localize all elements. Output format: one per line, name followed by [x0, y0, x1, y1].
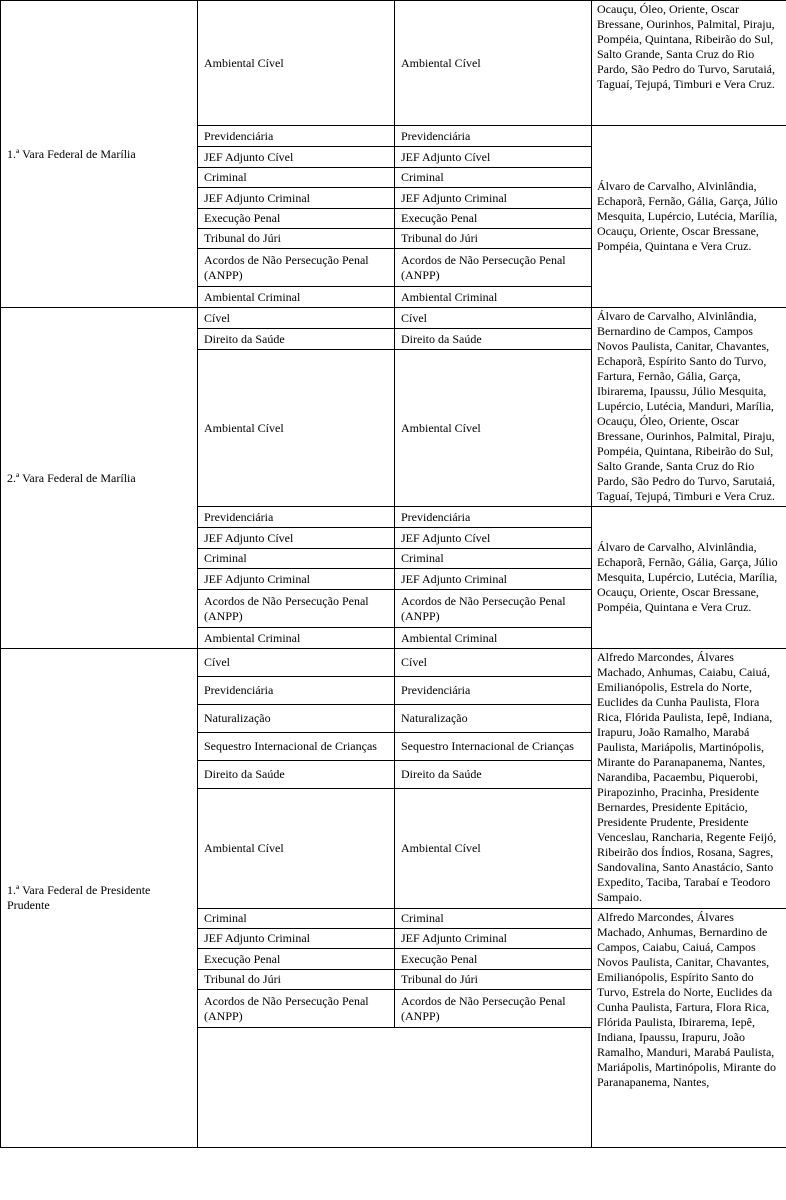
municipios-cell: Ocauçu, Óleo, Oriente, Oscar Bressane, Ourinhos, Palmital, Piraju, Pompéia, Quintana, Ribeirão do Sul, Salto Grande, Santa Cruz do Rio Pardo, São Pedro do Turvo, Sarutaiá, Taguaí, Tejupá, Timburi e Vera Cruz.: [592, 1, 786, 126]
competence-cell: Acordos de Não Persecução Penal (ANPP): [198, 990, 395, 1028]
competence-scope-cell: Tribunal do Júri: [395, 229, 592, 249]
table-row: [1, 1, 786, 126]
competence-scope-cell: Ambiental Cível: [395, 789, 592, 909]
vara-name-cell: 1.ª Vara Federal de Marília: [1, 1, 198, 308]
competence-scope-cell: Acordos de Não Persecução Penal (ANPP): [395, 590, 592, 628]
competence-cell: Cível: [198, 308, 395, 329]
competence-cell: Acordos de Não Persecução Penal (ANPP): [198, 590, 395, 628]
competence-scope-cell: Criminal: [395, 168, 592, 188]
competence-scope-cell: Cível: [395, 649, 592, 677]
competence-scope-cell: Direito da Saúde: [395, 329, 592, 350]
competence-cell: Tribunal do Júri: [198, 970, 395, 990]
competence-scope-cell: JEF Adjunto Criminal: [395, 929, 592, 949]
competence-scope-cell: Tribunal do Júri: [395, 970, 592, 990]
municipios-cell: Álvaro de Carvalho, Alvinlândia, Echaporã, Fernão, Gália, Garça, Júlio Mesquita, Lupércio, Lutécia, Marília, Ocauçu, Oriente, Oscar Bressane, Pompéia, Quintana e Vera Cruz.: [592, 507, 786, 649]
competence-scope-cell: Previdenciária: [395, 677, 592, 705]
competence-cell: Ambiental Cível: [198, 1, 395, 126]
table-row: [1, 308, 786, 329]
competence-cell: Previdenciária: [198, 507, 395, 528]
competence-cell: Direito da Saúde: [198, 329, 395, 350]
vara-name-cell: 1.ª Vara Federal de Presidente Prudente: [1, 649, 198, 1148]
competence-cell: Sequestro Internacional de Crianças: [198, 733, 395, 761]
competence-scope-cell: Previdenciária: [395, 126, 592, 147]
competence-cell: Previdenciária: [198, 126, 395, 147]
competence-cell: Execução Penal: [198, 209, 395, 229]
competence-cell: Criminal: [198, 168, 395, 188]
competence-scope-cell: Naturalização: [395, 705, 592, 733]
competence-scope-cell: Criminal: [395, 909, 592, 929]
competence-cell: JEF Adjunto Criminal: [198, 569, 395, 590]
municipios-cell: Alfredo Marcondes, Álvares Machado, Anhumas, Caiabu, Caiuá, Emilianópolis, Estrela do Norte, Euclides da Cunha Paulista, Flora Rica, Flórida Paulista, Iepê, Indiana, Irapuru, João Ramalho, Marabá Paulista, Mariápolis, Martinópolis, Mirante do Paranapanema, Nantes, Narandiba, Pacaembu, Piquerobi, Pirapozinho, Pracinha, Presidente Bernardes, Presidente Epitácio, Presidente Prudente, Presidente Venceslau, Rancharia, Regente Feijó, Ribeirão dos Índios, Rosana, Sagres, Sandovalina, Santo Anastácio, Santo Expedito, Taciba, Tarabaí e Teodoro Sampaio.: [592, 649, 786, 909]
competence-scope-cell: Ambiental Criminal: [395, 628, 592, 649]
competence-cell: Acordos de Não Persecução Penal (ANPP): [198, 249, 395, 287]
competence-scope-cell: Execução Penal: [395, 949, 592, 970]
competence-cell: Ambiental Cível: [198, 350, 395, 507]
competence-scope-cell: Acordos de Não Persecução Penal (ANPP): [395, 990, 592, 1028]
competence-cell: Cível: [198, 649, 395, 677]
competence-scope-cell: Cível: [395, 308, 592, 329]
municipios-cell: Álvaro de Carvalho, Alvinlândia, Echaporã, Fernão, Gália, Garça, Júlio Mesquita, Lupércio, Lutécia, Marília, Ocauçu, Oriente, Oscar Bressane, Pompéia, Quintana e Vera Cruz.: [592, 126, 786, 308]
competence-cell: JEF Adjunto Criminal: [198, 188, 395, 209]
competence-cell: JEF Adjunto Cível: [198, 147, 395, 168]
competence-scope-cell: Ambiental Cível: [395, 350, 592, 507]
competence-cell: Direito da Saúde: [198, 761, 395, 789]
competence-scope-cell: Direito da Saúde: [395, 761, 592, 789]
competence-cell: Execução Penal: [198, 949, 395, 970]
competence-scope-cell: Criminal: [395, 549, 592, 569]
vara-name-cell: 2.ª Vara Federal de Marília: [1, 308, 198, 649]
municipios-cell: Álvaro de Carvalho, Alvinlândia, Bernardino de Campos, Campos Novos Paulista, Canitar, Chavantes, Echaporã, Espírito Santo do Turvo, Fartura, Fernão, Gália, Garça, Ibirarema, Ipaussu, Júlio Mesquita, Lupércio, Lutécia, Manduri, Marília, Ocauçu, Óleo, Oriente, Oscar Bressane, Ourinhos, Palmital, Piraju, Pompéia, Quintana, Ribeirão do Sul, Salto Grande, Santa Cruz do Rio Pardo, São Pedro do Turvo, Sarutaiá, Taguaí, Tejupá, Timburi e Vera Cruz.: [592, 308, 786, 507]
competence-scope-cell: Sequestro Internacional de Crianças: [395, 733, 592, 761]
competence-scope-cell: Ambiental Cível: [395, 1, 592, 126]
competence-scope-cell: JEF Adjunto Cível: [395, 147, 592, 168]
competence-cell: Ambiental Cível: [198, 789, 395, 909]
competence-cell: Criminal: [198, 909, 395, 929]
blank-merged-cell: [198, 1028, 592, 1148]
competence-cell: JEF Adjunto Criminal: [198, 929, 395, 949]
competence-cell: Previdenciária: [198, 677, 395, 705]
competence-scope-cell: JEF Adjunto Cível: [395, 528, 592, 549]
competence-scope-cell: JEF Adjunto Criminal: [395, 188, 592, 209]
competence-scope-cell: Execução Penal: [395, 209, 592, 229]
competence-cell: Ambiental Criminal: [198, 287, 395, 308]
competence-cell: Criminal: [198, 549, 395, 569]
competence-scope-cell: Acordos de Não Persecução Penal (ANPP): [395, 249, 592, 287]
competence-table-body: [1, 1, 786, 1148]
competence-scope-cell: Ambiental Criminal: [395, 287, 592, 308]
municipios-cell: Alfredo Marcondes, Álvares Machado, Anhumas, Bernardino de Campos, Caiabu, Caiuá, Campos Novos Paulista, Canitar, Chavantes, Emilianópolis, Espírito Santo do Turvo, Estrela do Norte, Euclides da Cunha Paulista, Fartura, Flora Rica, Flórida Paulista, Ibirarema, Iepê, Indiana, Ipaussu, Irapuru, João Ramalho, Manduri, Marabá Paulista, Mariápolis, Martinópolis, Mirante do Paranapanema, Nantes,: [592, 909, 786, 1148]
competence-cell: Naturalização: [198, 705, 395, 733]
competence-scope-cell: Previdenciária: [395, 507, 592, 528]
competence-cell: Ambiental Criminal: [198, 628, 395, 649]
competence-scope-cell: JEF Adjunto Criminal: [395, 569, 592, 590]
competence-cell: JEF Adjunto Cível: [198, 528, 395, 549]
competence-cell: Tribunal do Júri: [198, 229, 395, 249]
table-row: [1, 649, 786, 677]
